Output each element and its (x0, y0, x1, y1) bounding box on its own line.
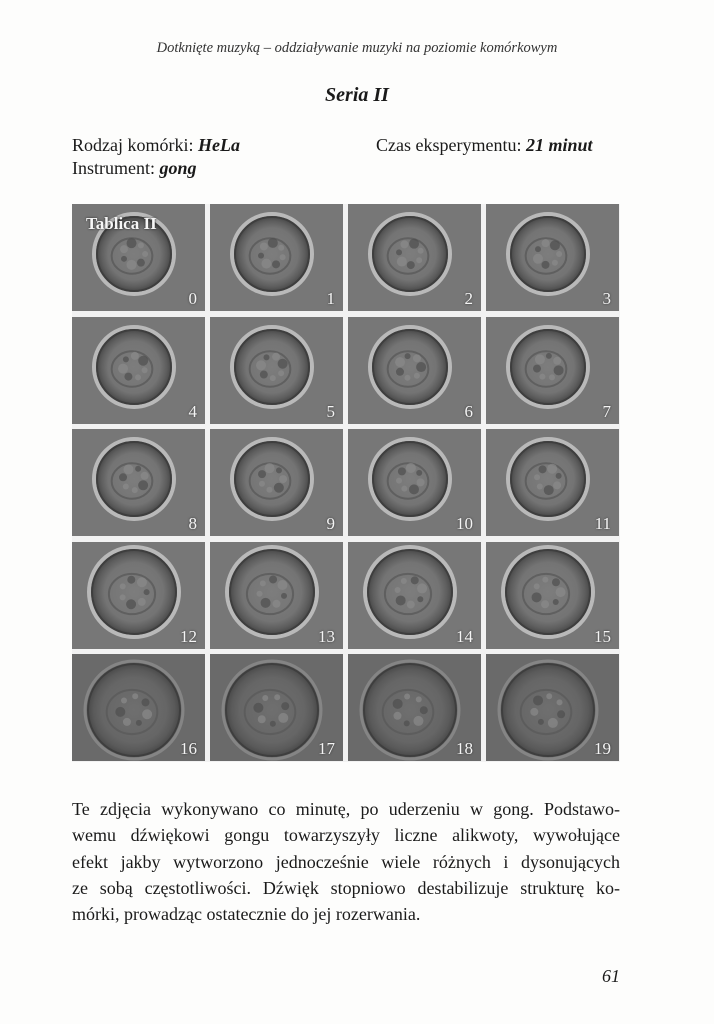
body-line: efekt jakby wytworzono jednocześnie wiele różnych i dysonujących (72, 851, 620, 872)
body-line: mórki, prowadząc ostatecznie do jej rozerwania. (72, 904, 421, 925)
micrograph-frame (486, 429, 619, 536)
page-number: 61 (602, 966, 620, 986)
micrograph-frame (348, 317, 481, 424)
micrograph-frame (348, 654, 481, 761)
cell-micrograph-image (348, 317, 481, 424)
frame-number: 4 (188, 401, 197, 421)
instrument (72, 157, 197, 180)
cell-micrograph-image (210, 429, 343, 536)
frame-number: 13 (318, 626, 335, 646)
cell-micrograph-image (486, 204, 619, 311)
frame-number: 11 (594, 514, 611, 533)
micrograph-frame (210, 204, 343, 311)
experiment-time-label: Czas eksperymentu: (376, 135, 526, 155)
micrograph-frame (210, 429, 343, 536)
micrograph-frame (486, 654, 619, 761)
micrograph-frame (348, 204, 481, 311)
frame-number: 8 (188, 514, 197, 533)
plate-label: Tablica II (86, 214, 157, 233)
micrograph-frame (210, 542, 343, 649)
body-paragraph (72, 796, 620, 927)
frame-number: 0 (188, 289, 197, 308)
frame-number: 1 (326, 289, 335, 308)
experiment-time-value: 21 minut (525, 135, 593, 155)
frame-number: 15 (594, 626, 611, 646)
frame-number: 2 (464, 289, 473, 308)
micrograph-frame (348, 542, 481, 649)
micrograph-frame (486, 204, 619, 311)
frame-number: 3 (602, 289, 611, 308)
cell-type (72, 134, 240, 157)
frame-number: 17 (318, 739, 335, 758)
micrograph-plate (72, 204, 620, 762)
experiment-time (376, 134, 593, 157)
frame-number: 12 (180, 626, 197, 646)
cell-micrograph-image (486, 317, 619, 424)
cell-micrograph-image (72, 317, 205, 424)
micrograph-frame (72, 542, 205, 649)
frame-number: 7 (602, 401, 611, 421)
frame-number: 6 (464, 401, 473, 421)
body-line: ze sobą częstotliwości. Dźwięk stopniowo destabilizuje strukturę ko- (72, 877, 620, 898)
body-line: Te zdjęcia wykonywano co minutę, po uderzeniu w gong. Podstawo- (72, 799, 620, 819)
frame-number: 10 (456, 514, 473, 533)
running-head: Dotknięte muzyką – oddziaływanie muzyki na poziomie komórkowym (156, 40, 558, 56)
cell-micrograph-image (210, 204, 343, 311)
micrograph-frame (486, 317, 619, 424)
cell-micrograph-image (348, 204, 481, 311)
cell-type-label: Rodzaj komórki: (72, 135, 198, 155)
cell-micrograph-image (210, 317, 343, 424)
cell-micrograph-image (72, 429, 205, 536)
frame-number: 5 (326, 401, 335, 421)
frame-number: 14 (456, 626, 473, 646)
series-title: Seria II (325, 84, 389, 106)
micrograph-frame (210, 654, 343, 761)
micrograph-frame (72, 654, 205, 761)
instrument-value: gong (159, 158, 197, 178)
body-line: wemu dźwiękowi gongu towarzyszyły liczne alikwoty, wywołujące (72, 825, 620, 846)
frame-number: 19 (594, 739, 611, 758)
cell-type-value: HeLa (197, 135, 240, 155)
frame-number: 16 (180, 739, 197, 758)
micrograph-frame (72, 317, 205, 424)
micrograph-frame (210, 317, 343, 424)
frame-number: 9 (326, 514, 335, 533)
micrograph-frame (486, 542, 619, 649)
frame-number: 18 (456, 739, 473, 758)
instrument-label: Instrument: (72, 158, 160, 178)
micrograph-frame (348, 429, 481, 536)
micrograph-frame (72, 429, 205, 536)
